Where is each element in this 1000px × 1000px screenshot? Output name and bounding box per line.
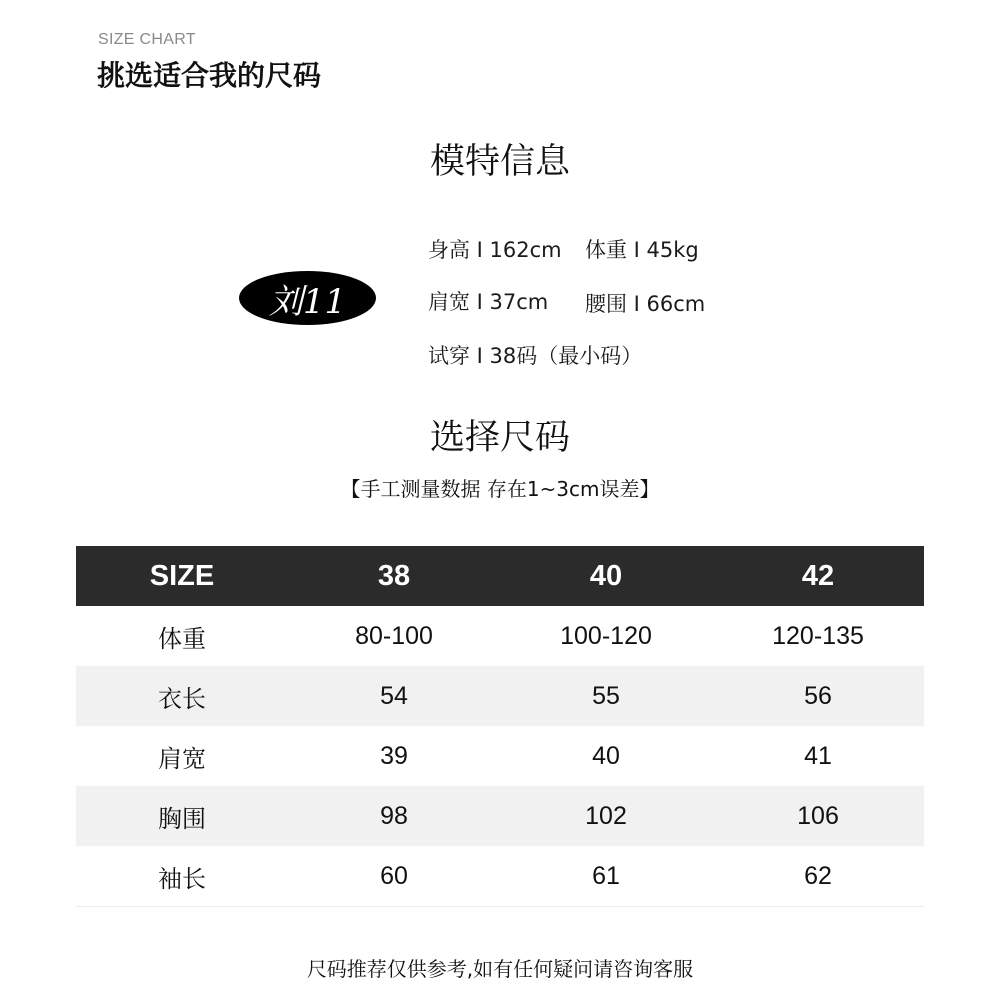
model-name-badge <box>239 271 376 325</box>
model-name: 刘11 <box>268 281 347 322</box>
table-cell: 98 <box>288 786 500 846</box>
table-cell: 40 <box>592 741 620 770</box>
column-header-42: 42 <box>712 546 924 606</box>
size-table-header-row <box>76 546 924 606</box>
table-cell: 41 <box>804 741 832 770</box>
table-cell: 39 <box>380 741 408 770</box>
row-label: 胸围 <box>76 786 288 846</box>
table-row-length <box>76 666 924 726</box>
model-waist: 腰围 I 66cm <box>585 292 706 316</box>
column-header-38: 38 <box>288 546 500 606</box>
table-row-chest <box>76 786 924 846</box>
model-info-title: 模特信息 <box>429 142 570 182</box>
table-cell: 60 <box>288 846 500 907</box>
table-cell: 106 <box>712 786 924 846</box>
model-shoulder: 肩宽 I 37cm <box>428 290 549 314</box>
table-cell: 54 <box>288 666 500 726</box>
page-title: 挑选适合我的尺码 <box>97 59 322 92</box>
table-cell: 62 <box>712 846 924 907</box>
model-height: 身高 I 162cm <box>428 238 562 262</box>
row-label: 衣长 <box>76 666 288 726</box>
column-header-40: 40 <box>500 546 712 606</box>
measurement-note: 【手工测量数据 存在1~3cm误差】 <box>340 477 660 501</box>
model-weight: 体重 I 45kg <box>585 238 699 262</box>
table-cell: 80-100 <box>355 621 433 650</box>
table-cell: 61 <box>500 846 712 907</box>
table-row-sleeve <box>76 846 924 907</box>
size-table <box>76 546 924 907</box>
size-chart-eyebrow: SIZE CHART <box>98 31 196 48</box>
table-row-shoulder <box>76 726 924 786</box>
table-cell: 102 <box>500 786 712 846</box>
row-label: 体重 <box>158 624 206 653</box>
table-cell: 56 <box>712 666 924 726</box>
table-row-weight <box>76 606 924 666</box>
model-tried-size: 试穿 I 38码（最小码） <box>428 344 643 368</box>
size-section-title: 选择尺码 <box>429 418 570 458</box>
footer-disclaimer: 尺码推荐仅供参考,如有任何疑问请咨询客服 <box>306 957 694 981</box>
table-cell: 55 <box>500 666 712 726</box>
row-label: 袖长 <box>76 846 288 907</box>
table-cell: 100-120 <box>560 621 652 650</box>
column-header-size: SIZE <box>76 546 288 606</box>
table-cell: 120-135 <box>772 621 864 650</box>
row-label: 肩宽 <box>158 744 206 773</box>
